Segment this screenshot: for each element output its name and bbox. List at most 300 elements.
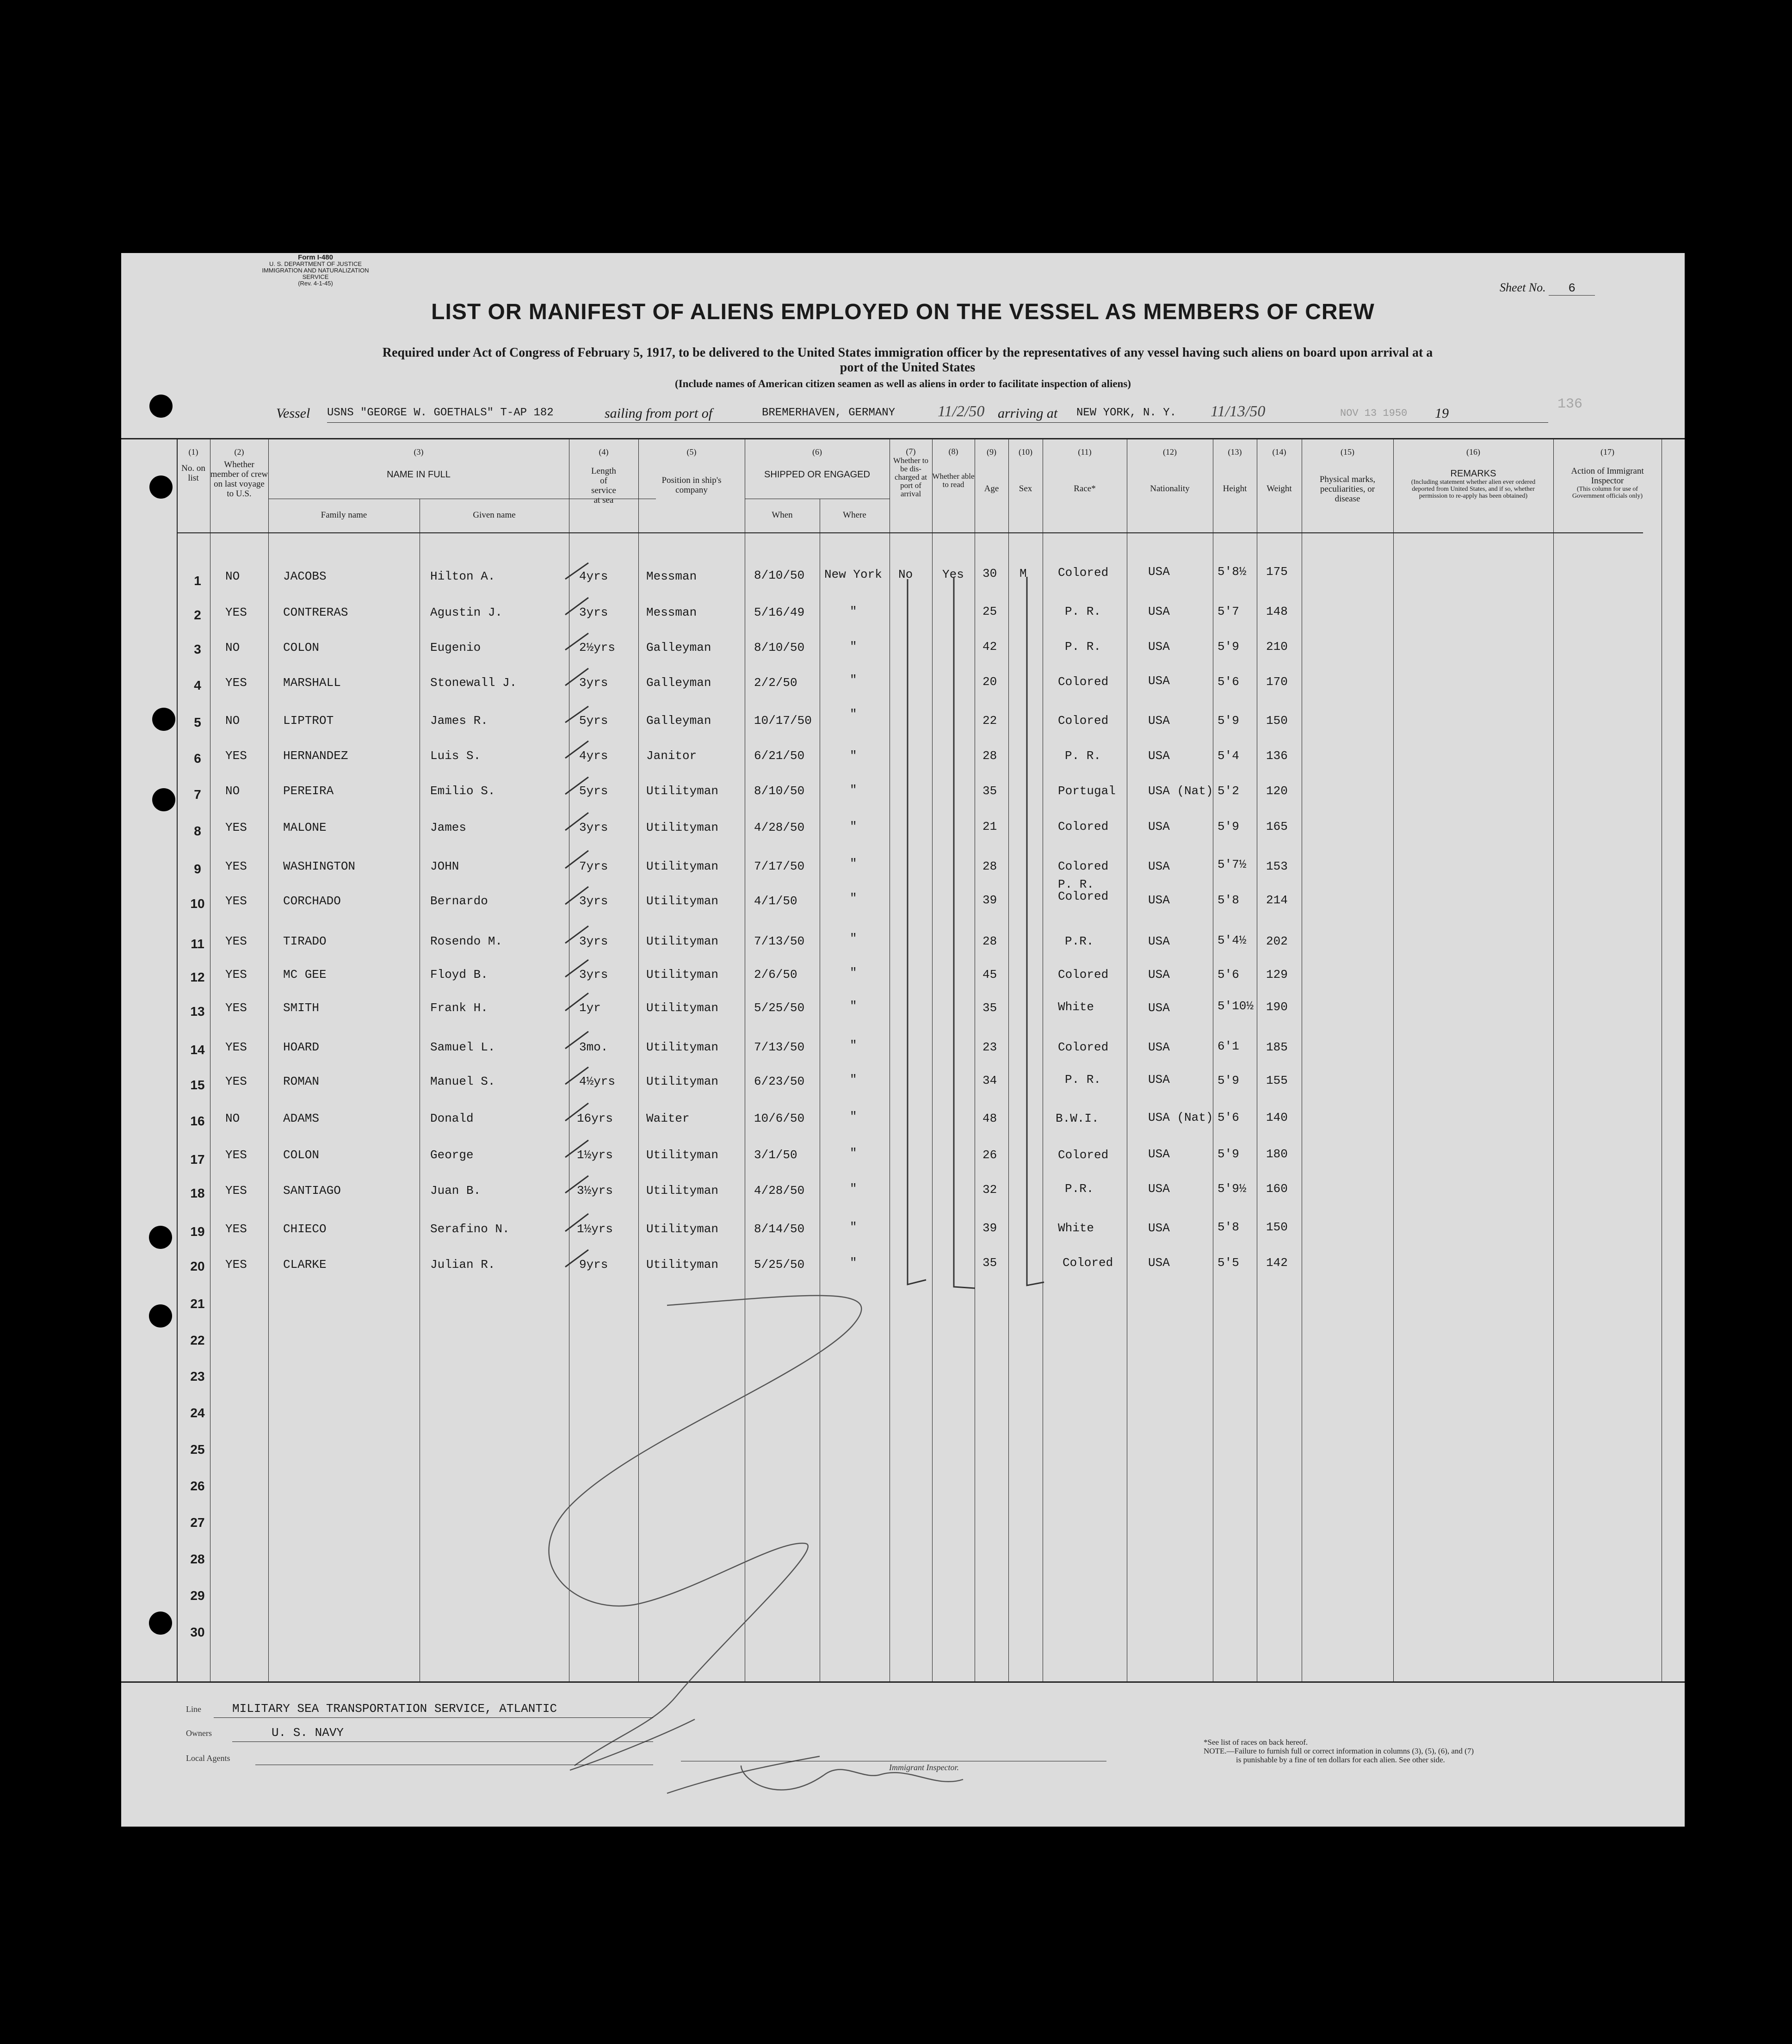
race: White — [1058, 1221, 1094, 1235]
col-4-label: Length of service at sea — [591, 466, 616, 505]
vessel-value: USNS "GEORGE W. GOETHALS" T-AP 182 — [327, 407, 554, 419]
col-4-number: (4) — [599, 447, 609, 457]
position: Utilityman — [646, 1184, 719, 1198]
weight: 165 — [1266, 820, 1288, 834]
age: 48 — [983, 1112, 997, 1125]
line-underline — [214, 1717, 653, 1718]
binder-hole — [152, 788, 175, 811]
row-number: 15 — [190, 1078, 205, 1092]
shipped-when: 7/17/50 — [754, 859, 805, 873]
row-number: 1 — [194, 574, 201, 588]
height: 5'2 — [1217, 784, 1239, 798]
age: 35 — [983, 784, 997, 798]
col-12-label: Nationality — [1150, 484, 1190, 494]
row-number: 19 — [190, 1224, 205, 1239]
prev-voyage: YES — [225, 934, 247, 948]
position: Messman — [646, 605, 697, 619]
family-name: SANTIAGO — [283, 1184, 341, 1198]
col-3-number: (3) — [414, 447, 424, 457]
age: 28 — [983, 934, 997, 948]
form-dept: U. S. DEPARTMENT OF JUSTICE — [269, 260, 362, 267]
shipped-when: 10/6/50 — [754, 1112, 805, 1125]
shipped-where: " — [850, 932, 857, 945]
col-7-number: (7) — [906, 447, 916, 456]
col-15-label: Physical marks, peculiarities, or disease — [1319, 475, 1376, 504]
weight: 153 — [1266, 859, 1288, 873]
nationality: USA — [1148, 1182, 1170, 1196]
given-name: Manuel S. — [430, 1074, 495, 1088]
sailing-date: 11/2/50 — [938, 403, 985, 420]
prev-voyage: YES — [225, 676, 247, 690]
col-14-number: (14) — [1272, 447, 1286, 457]
given-name: Julian R. — [430, 1258, 495, 1272]
note-penalty-cont: is punishable by a fine of ten dollars for each alien. See other side. — [1236, 1755, 1445, 1764]
service-length: 5yrs — [579, 714, 608, 728]
age: 39 — [983, 893, 997, 907]
prev-voyage: YES — [225, 859, 247, 873]
binder-hole — [152, 708, 175, 731]
height: 5'6 — [1217, 968, 1239, 982]
race: P. R. — [1065, 749, 1101, 763]
shipped-when: 4/28/50 — [754, 821, 805, 834]
col-13-number: (13) — [1228, 447, 1242, 457]
prev-voyage: YES — [225, 821, 247, 834]
shipped-when: 6/21/50 — [754, 749, 805, 763]
race: P.R. — [1065, 934, 1094, 948]
service-length: 4yrs — [579, 749, 608, 763]
height: 5'5 — [1217, 1256, 1239, 1270]
weight: 120 — [1266, 784, 1288, 798]
row-number: 26 — [190, 1479, 205, 1493]
height: 5'6 — [1217, 1111, 1239, 1124]
height: 5'9½ — [1217, 1182, 1247, 1196]
family-name: JACOBS — [283, 569, 327, 583]
weight: 140 — [1266, 1111, 1288, 1124]
col-16-number: (16) — [1466, 447, 1480, 457]
weight: 160 — [1266, 1182, 1288, 1196]
date-stamp: NOV 13 1950 — [1340, 408, 1408, 419]
height: 6'1 — [1217, 1039, 1239, 1053]
given-name: Floyd B. — [430, 968, 488, 982]
col-16-label: REMARKS — [1450, 469, 1496, 479]
shipped-when: 8/10/50 — [754, 784, 805, 798]
col-8-label: Whether able to read — [932, 472, 975, 489]
col-6-label: SHIPPED OR ENGAGED — [764, 469, 870, 480]
nationality: USA — [1148, 565, 1170, 579]
form-number: Form I-480 — [298, 253, 333, 261]
given-name: James R. — [430, 714, 488, 728]
age: 23 — [983, 1040, 997, 1054]
row-number: 8 — [194, 824, 201, 838]
row-number: 2 — [194, 608, 201, 622]
col-9-number: (9) — [987, 447, 996, 457]
shipped-where: " — [850, 857, 857, 871]
able-to-read: Yes — [942, 568, 964, 581]
height: 5'9 — [1217, 714, 1239, 728]
sailing-port: BREMERHAVEN, GERMANY — [762, 407, 896, 419]
weight: 129 — [1266, 968, 1288, 982]
row-number: 16 — [190, 1114, 205, 1128]
sex: M — [1020, 567, 1027, 580]
height: 5'9 — [1217, 1074, 1239, 1087]
row-number: 22 — [190, 1333, 205, 1347]
form-rev: (Rev. 4-1-45) — [298, 280, 333, 287]
race: White — [1058, 1000, 1094, 1014]
family-name: CONTRERAS — [283, 605, 348, 619]
shipped-where: " — [850, 640, 857, 654]
shipped-when: 2/2/50 — [754, 676, 797, 690]
vessel-label: Vessel — [276, 406, 310, 421]
race: Colored — [1058, 820, 1109, 834]
position: Galleyman — [646, 676, 711, 690]
shipped-where: " — [850, 707, 857, 721]
row-number: 23 — [190, 1369, 205, 1383]
shipped-where: " — [850, 673, 857, 687]
given-name: Juan B. — [430, 1184, 481, 1198]
shipped-when: 7/13/50 — [754, 934, 805, 948]
given-name: Donald — [430, 1112, 474, 1125]
height: 5'9 — [1217, 820, 1239, 834]
family-name: CORCHADO — [283, 894, 341, 908]
note-races: *See list of races on back hereof. — [1204, 1738, 1308, 1747]
col-2-label: Whether member of crew on last voyage to U.S. — [210, 460, 268, 499]
weight: 150 — [1266, 714, 1288, 728]
age: 28 — [983, 749, 997, 763]
family-name: HERNANDEZ — [283, 749, 348, 763]
form-service: IMMIGRATION AND NATURALIZATION SERVICE — [262, 267, 369, 280]
shipped-where: " — [850, 820, 857, 834]
age: 28 — [983, 859, 997, 873]
weight: 142 — [1266, 1256, 1288, 1270]
col-5-number: (5) — [686, 447, 697, 457]
service-length: 1½yrs — [577, 1148, 613, 1162]
shipped-when: 2/6/50 — [754, 968, 797, 982]
prev-voyage: YES — [225, 605, 247, 619]
shipped-where: " — [850, 749, 857, 763]
col-14-label: Weight — [1267, 484, 1292, 494]
col-15-number: (15) — [1341, 447, 1354, 457]
col-8-number: (8) — [948, 447, 958, 456]
col-5-label: Position in ship's company — [661, 475, 722, 495]
service-length: 4yrs — [579, 569, 608, 583]
race: P. R. Colored — [1058, 877, 1109, 903]
position: Utilityman — [646, 821, 719, 834]
row-number: 18 — [190, 1186, 205, 1200]
weight: 202 — [1266, 934, 1288, 948]
age: 35 — [983, 1256, 997, 1270]
race: P. R. — [1065, 605, 1101, 618]
nationality: USA — [1148, 1221, 1170, 1235]
row-number: 13 — [190, 1004, 205, 1019]
position: Utilityman — [646, 934, 719, 948]
shipped-when: 3/1/50 — [754, 1148, 797, 1162]
nationality: USA (Nat) — [1148, 784, 1213, 798]
height: 5'10½ — [1217, 999, 1254, 1013]
prev-voyage: YES — [225, 894, 247, 908]
col-17-number: (17) — [1600, 447, 1614, 457]
arriving-label: arriving at — [998, 406, 1058, 421]
agents-label: Local Agents — [186, 1754, 230, 1763]
race: Portugal — [1058, 784, 1116, 798]
height: 5'9 — [1217, 640, 1239, 654]
shipped-where: " — [850, 1146, 857, 1160]
position: Utilityman — [646, 1258, 719, 1272]
service-length: 3yrs — [579, 968, 608, 982]
shipped-where: " — [850, 1220, 857, 1234]
col-1-label: No. on list — [181, 463, 205, 483]
prev-voyage: YES — [225, 1074, 247, 1088]
sheet-value: 6 — [1549, 281, 1595, 296]
given-name: James — [430, 821, 467, 834]
nationality: USA — [1148, 1040, 1170, 1054]
age: 25 — [983, 605, 997, 618]
family-name: TIRADO — [283, 934, 327, 948]
shipped-where: " — [850, 891, 857, 905]
col-10-number: (10) — [1019, 447, 1032, 457]
row-number: 29 — [190, 1588, 205, 1603]
family-name: CLARKE — [283, 1258, 327, 1272]
service-length: 3mo. — [579, 1040, 608, 1054]
binder-hole — [149, 1226, 172, 1249]
race: P. R. — [1065, 640, 1101, 654]
shipped-where: " — [850, 1110, 857, 1124]
family-name: COLON — [283, 641, 320, 655]
given-name: Frank H. — [430, 1001, 488, 1015]
prev-voyage: YES — [225, 1258, 247, 1272]
shipped-where: " — [850, 1182, 857, 1196]
position: Galleyman — [646, 641, 711, 655]
shipped-when: 7/13/50 — [754, 1040, 805, 1054]
row-number: 6 — [194, 751, 201, 766]
col-6-number: (6) — [812, 447, 822, 457]
col-7-label: Whether to be dis-charged at port of arrival — [893, 456, 928, 498]
nationality: USA — [1148, 859, 1170, 873]
family-name: COLON — [283, 1148, 320, 1162]
row-number: 5 — [194, 715, 201, 729]
col-3-label: NAME IN FULL — [387, 469, 451, 480]
given-name: Emilio S. — [430, 784, 495, 798]
shipped-where: " — [850, 1038, 857, 1052]
shipped-where: " — [850, 999, 857, 1013]
arriving-port: NEW YORK, N. Y. — [1076, 407, 1177, 419]
height: 5'8½ — [1217, 565, 1247, 579]
owners-label: Owners — [186, 1729, 212, 1738]
shipped-when: 8/14/50 — [754, 1222, 805, 1236]
race: Colored — [1058, 968, 1109, 982]
family-name: HOARD — [283, 1040, 320, 1054]
col-6a-header: When — [772, 510, 793, 520]
race: P.R. — [1065, 1182, 1094, 1196]
shipped-when: 5/25/50 — [754, 1258, 805, 1272]
position: Messman — [646, 569, 697, 583]
inspector-label: Immigrant Inspector. — [889, 1763, 959, 1772]
subtitle-note: (Include names of American citizen seamen as well as aliens in order to facilitate inspection of aliens) — [675, 378, 1131, 389]
row-number: 21 — [190, 1297, 205, 1311]
nationality: USA — [1148, 893, 1170, 907]
nationality: USA — [1148, 1147, 1170, 1161]
age: 39 — [983, 1221, 997, 1235]
height: 5'7½ — [1217, 858, 1247, 871]
row-number: 20 — [190, 1259, 205, 1273]
family-name: CHIECO — [283, 1222, 327, 1236]
position: Utilityman — [646, 1074, 719, 1088]
family-name: MC GEE — [283, 968, 327, 982]
col-16-note: (Including statement whether alien ever ordered deported from United States, and if so, whether permission to re-apply has been obtained) — [1411, 479, 1536, 500]
weight: 180 — [1266, 1147, 1288, 1161]
col-10-label: Sex — [1019, 484, 1032, 494]
weight: 170 — [1266, 675, 1288, 689]
col-11-number: (11) — [1078, 447, 1092, 457]
age: 20 — [983, 675, 997, 689]
owners-value: U. S. NAVY — [272, 1726, 344, 1740]
family-name: MARSHALL — [283, 676, 341, 690]
line-label: Line — [186, 1704, 201, 1714]
family-name: LIPTROT — [283, 714, 334, 728]
weight: 155 — [1266, 1074, 1288, 1087]
given-name: Luis S. — [430, 749, 481, 763]
given-name: Agustin J. — [430, 605, 503, 619]
service-length: 4½yrs — [579, 1074, 616, 1088]
year-label: 19 — [1435, 406, 1449, 421]
prev-voyage: YES — [225, 1148, 247, 1162]
service-length: 3yrs — [579, 894, 608, 908]
position: Janitor — [646, 749, 697, 763]
col-3a-header: Family name — [321, 510, 367, 520]
nationality: USA — [1148, 640, 1170, 654]
row-number: 30 — [190, 1625, 205, 1639]
height: 5'4 — [1217, 749, 1239, 763]
nationality: USA — [1148, 605, 1170, 618]
prev-voyage: YES — [225, 1184, 247, 1198]
sailing-label: sailing from port of — [605, 406, 713, 421]
nationality: USA — [1148, 1073, 1170, 1087]
shipped-when: 5/25/50 — [754, 1001, 805, 1015]
subtitle-line-2: port of the United States — [840, 360, 976, 375]
height: 5'6 — [1217, 675, 1239, 689]
weight: 185 — [1266, 1040, 1288, 1054]
col-11-label: Race* — [1074, 484, 1096, 494]
row-number: 12 — [190, 970, 205, 984]
prev-voyage: NO — [225, 569, 240, 583]
row-number: 11 — [191, 937, 204, 951]
nationality: USA — [1148, 968, 1170, 982]
service-length: 3yrs — [579, 821, 608, 834]
binder-hole — [149, 1612, 172, 1635]
row-number: 7 — [194, 787, 201, 802]
shipped-when: 4/1/50 — [754, 894, 797, 908]
row-number: 3 — [194, 642, 201, 656]
age: 34 — [983, 1074, 997, 1087]
height: 5'9 — [1217, 1147, 1239, 1161]
shipped-where: " — [850, 1256, 857, 1270]
nationality: USA — [1148, 1256, 1170, 1270]
position: Galleyman — [646, 714, 711, 728]
owners-underline — [232, 1741, 653, 1742]
prev-voyage: YES — [225, 749, 247, 763]
nationality: USA — [1148, 934, 1170, 948]
col-13-label: Height — [1223, 484, 1247, 494]
col-17-note: (This column for use of Government officials only) — [1572, 486, 1643, 500]
line-value: MILITARY SEA TRANSPORTATION SERVICE, ATLANTIC — [232, 1702, 557, 1716]
weight: 136 — [1266, 749, 1288, 763]
footer-notes — [1204, 1738, 1474, 1764]
age: 26 — [983, 1148, 997, 1162]
position: Utilityman — [646, 1148, 719, 1162]
nationality: USA — [1148, 714, 1170, 728]
prev-voyage: NO — [225, 641, 240, 655]
race: Colored — [1058, 675, 1109, 689]
service-length: 5yrs — [579, 784, 608, 798]
position: Utilityman — [646, 1222, 719, 1236]
row-number: 28 — [190, 1552, 205, 1566]
shipped-when: 4/28/50 — [754, 1184, 805, 1198]
position: Utilityman — [646, 1001, 719, 1015]
given-name: Bernardo — [430, 894, 488, 908]
row-number: 17 — [190, 1152, 205, 1167]
nationality: USA — [1148, 820, 1170, 834]
given-name: Stonewall J. — [430, 676, 517, 690]
position: Utilityman — [646, 894, 719, 908]
age: 42 — [983, 640, 997, 654]
prev-voyage: YES — [225, 1040, 247, 1054]
shipped-when: 6/23/50 — [754, 1074, 805, 1088]
family-name: WASHINGTON — [283, 859, 356, 873]
given-name: Eugenio — [430, 641, 481, 655]
col-17-label: Action of Immigrant Inspector — [1571, 466, 1644, 486]
col-9-label: Age — [984, 484, 999, 494]
height: 5'8 — [1217, 1220, 1239, 1234]
row-number: 4 — [194, 678, 201, 692]
given-name: George — [430, 1148, 474, 1162]
page-title: LIST OR MANIFEST OF ALIENS EMPLOYED ON THE VESSEL AS MEMBERS OF CREW — [431, 300, 1375, 324]
given-name: Hilton A. — [430, 569, 495, 583]
shipped-when: 5/16/49 — [754, 605, 805, 619]
sheet-label: Sheet No. — [1500, 281, 1546, 294]
position: Utilityman — [646, 859, 719, 873]
given-name: Serafino N. — [430, 1222, 510, 1236]
race: Colored — [1058, 1148, 1109, 1162]
race: Colored — [1063, 1256, 1113, 1270]
discharged: No — [898, 568, 913, 581]
service-length: 2½yrs — [579, 641, 616, 655]
given-name: Samuel L. — [430, 1040, 495, 1054]
prev-voyage: YES — [225, 968, 247, 982]
row-number: 25 — [190, 1442, 205, 1457]
weight: 190 — [1266, 1000, 1288, 1014]
row-number: 27 — [190, 1515, 205, 1530]
col-12-number: (12) — [1163, 447, 1177, 457]
race: Colored — [1058, 1040, 1109, 1054]
col-2-number: (2) — [234, 447, 244, 457]
row-number: 9 — [194, 862, 201, 876]
weight: 150 — [1266, 1220, 1288, 1234]
family-name: PEREIRA — [283, 784, 334, 798]
service-length: 3½yrs — [577, 1184, 613, 1198]
race: P. R. — [1065, 1073, 1101, 1087]
age: 30 — [983, 567, 997, 580]
shipped-where: " — [850, 1073, 857, 1087]
nationality: USA (Nat) — [1148, 1111, 1213, 1124]
service-length: 9yrs — [579, 1258, 608, 1272]
nationality: USA — [1148, 749, 1170, 763]
service-length: 3yrs — [579, 934, 608, 948]
family-name: SMITH — [283, 1001, 320, 1015]
service-length: 3yrs — [579, 605, 608, 619]
weight: 148 — [1266, 605, 1288, 618]
position: Waiter — [646, 1112, 690, 1125]
manifest-sheet — [121, 253, 1685, 1827]
binder-hole — [149, 395, 173, 418]
